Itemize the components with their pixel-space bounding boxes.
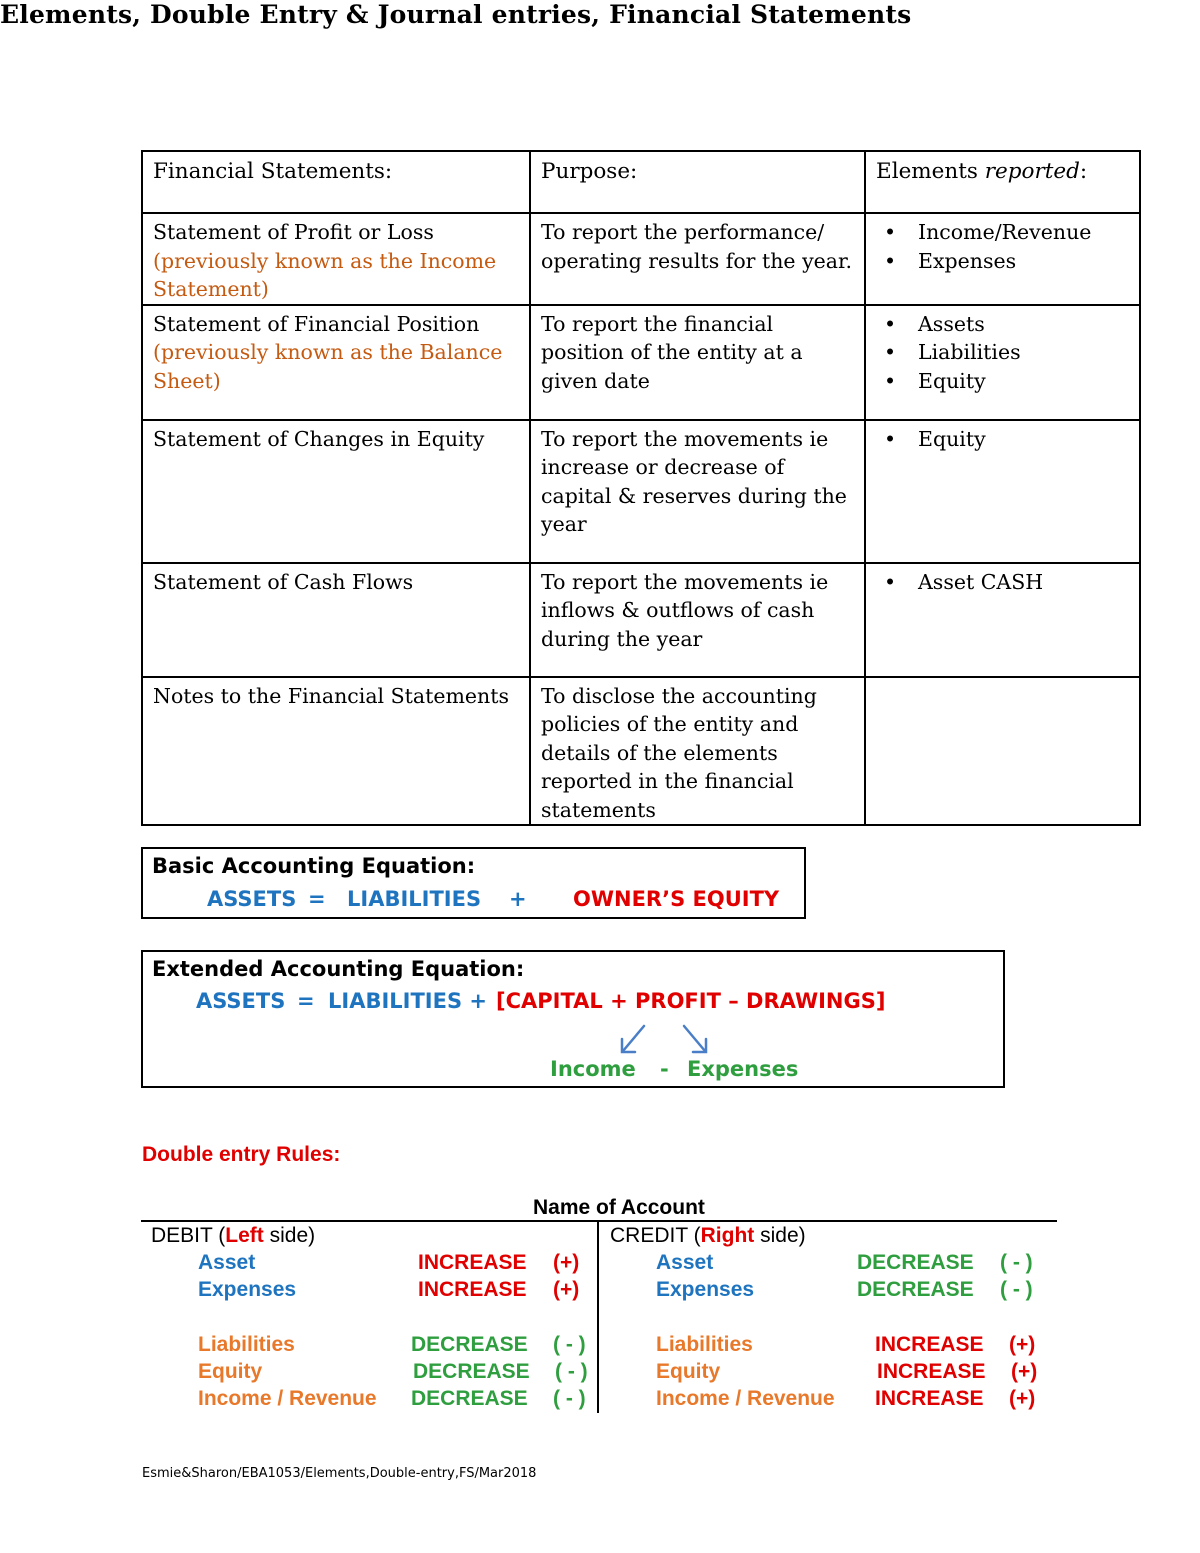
credit-account-equity: Equity	[656, 1360, 721, 1383]
list-item: • Asset CASH	[918, 568, 1131, 597]
extended-equation-label: Extended Accounting Equation:	[152, 957, 525, 981]
account-name-title: Name of Account	[533, 1196, 705, 1219]
arrow-to-income-icon	[623, 1026, 644, 1051]
debit-account-income: Income / Revenue	[198, 1387, 377, 1410]
extended-income: Income	[550, 1057, 636, 1081]
elements-cell	[865, 420, 1140, 563]
credit-account-asset: Asset	[656, 1251, 714, 1274]
table-row	[142, 420, 1140, 563]
page-title: Elements, Double Entry & Journal entries, Financial Statements	[0, 0, 912, 29]
credit-effect-asset: DECREASE	[857, 1251, 974, 1274]
extended-assets: ASSETS	[196, 989, 286, 1013]
basic-equation-label: Basic Accounting Equation:	[152, 854, 476, 878]
statement-cell: Notes to the Financial Statements	[142, 677, 530, 826]
credit-side: Right	[700, 1224, 755, 1247]
header-elements-suffix: :	[1079, 159, 1088, 184]
debit-sign-liabilities: ( - )	[553, 1333, 586, 1356]
header-purpose: Purpose:	[530, 151, 865, 213]
header-financial-statements: Financial Statements:	[142, 151, 530, 213]
basic-assets: ASSETS	[207, 887, 297, 911]
statement-name: Statement of Profit or Loss	[153, 220, 434, 244]
credit-sign-liabilities: (+)	[1009, 1333, 1036, 1356]
credit-sign-income: (+)	[1009, 1387, 1036, 1410]
double-entry-heading: Double entry Rules:	[142, 1143, 341, 1166]
debit-account-equity: Equity	[198, 1360, 263, 1383]
footer-note: Esmie&Sharon/EBA1053/Elements,Double-entry,FS/Mar2018	[142, 1466, 537, 1481]
arrows-diagram	[612, 1020, 717, 1060]
list-item: • Equity	[918, 367, 1131, 396]
table-row	[142, 677, 1140, 826]
t-account-divider	[597, 1220, 599, 1413]
list-item: • Expenses	[918, 247, 1131, 276]
debit-sign-equity: ( - )	[555, 1360, 588, 1383]
arrow-to-expenses-icon	[684, 1026, 705, 1051]
header-elements-reported	[865, 151, 1140, 213]
credit-account-expenses: Expenses	[656, 1278, 755, 1301]
list-item: • Income/Revenue	[918, 218, 1131, 247]
purpose-cell: To report the movements ie inflows & outflows of cash during the year	[530, 563, 865, 677]
purpose-cell: To report the performance/ operating results for the year.	[530, 213, 865, 305]
debit-heading	[151, 1224, 315, 1248]
credit-sign-expenses: ( - )	[1000, 1278, 1033, 1301]
table-row	[142, 563, 1140, 677]
table-header-row	[142, 151, 1140, 213]
statement-name: Statement of Financial Position	[153, 311, 480, 336]
debit-suffix: side)	[263, 1224, 316, 1247]
debit-sign-asset: (+)	[553, 1251, 580, 1274]
credit-sign-asset: ( - )	[1000, 1251, 1033, 1274]
header-elements-italic: reported	[984, 159, 1080, 184]
purpose-cell: To report the financial position of the entity at a given date	[530, 305, 865, 420]
statement-cell	[142, 305, 530, 420]
statement-cell: Statement of Changes in Equity	[142, 420, 530, 563]
debit-sign-income: ( - )	[553, 1387, 586, 1410]
credit-suffix: side)	[754, 1224, 806, 1247]
financial-statements-table	[141, 150, 1141, 826]
debit-effect-equity: DECREASE	[413, 1360, 530, 1383]
credit-effect-liabilities: INCREASE	[875, 1333, 984, 1356]
t-account-top-line	[141, 1220, 1057, 1222]
elements-cell	[865, 563, 1140, 677]
list-item: • Equity	[918, 425, 1131, 454]
debit-effect-expenses: INCREASE	[418, 1278, 527, 1301]
extended-equals: =	[297, 989, 315, 1013]
extended-minus: -	[660, 1057, 669, 1081]
table-row	[142, 213, 1140, 305]
credit-sign-equity: (+)	[1011, 1360, 1038, 1383]
debit-account-liabilities: Liabilities	[198, 1333, 295, 1356]
basic-plus: +	[509, 887, 527, 911]
debit-prefix: DEBIT (	[151, 1224, 226, 1247]
statement-cell: Statement of Cash Flows	[142, 563, 530, 677]
debit-effect-income: DECREASE	[411, 1387, 528, 1410]
elements-cell	[865, 305, 1140, 420]
extended-expenses: Expenses	[687, 1057, 799, 1081]
debit-side: Left	[225, 1224, 264, 1247]
debit-effect-asset: INCREASE	[418, 1251, 527, 1274]
elements-cell	[865, 213, 1140, 305]
credit-account-liabilities: Liabilities	[656, 1333, 753, 1356]
debit-effect-liabilities: DECREASE	[411, 1333, 528, 1356]
statement-note: (previously known as the Income Statement)	[153, 248, 497, 301]
credit-effect-expenses: DECREASE	[857, 1278, 974, 1301]
basic-liabilities: LIABILITIES	[347, 887, 482, 911]
credit-effect-income: INCREASE	[875, 1387, 984, 1410]
basic-owners-equity: OWNER’S EQUITY	[573, 887, 780, 911]
purpose-cell: To disclose the accounting policies of the entity and details of the elements reported in the financial statements	[530, 677, 865, 826]
credit-effect-equity: INCREASE	[877, 1360, 986, 1383]
basic-equals: =	[308, 887, 326, 911]
statement-note: (previously known as the Balance Sheet)	[153, 340, 503, 393]
debit-sign-expenses: (+)	[553, 1278, 580, 1301]
statement-cell	[142, 213, 530, 305]
purpose-cell: To report the movements ie increase or decrease of capital & reserves during the year	[530, 420, 865, 563]
credit-prefix: CREDIT (	[610, 1224, 701, 1247]
list-item: • Liabilities	[918, 338, 1131, 367]
debit-account-asset: Asset	[198, 1251, 256, 1274]
elements-cell	[865, 677, 1140, 826]
list-item: • Assets	[918, 310, 1131, 339]
extended-capital-bracket: [CAPITAL + PROFIT – DRAWINGS]	[496, 989, 886, 1013]
extended-liabilities: LIABILITIES +	[328, 989, 487, 1013]
credit-heading	[610, 1224, 806, 1248]
table-row	[142, 305, 1140, 420]
credit-account-income: Income / Revenue	[656, 1387, 835, 1410]
debit-account-expenses: Expenses	[198, 1278, 297, 1301]
header-elements-prefix: Elements	[876, 159, 985, 184]
